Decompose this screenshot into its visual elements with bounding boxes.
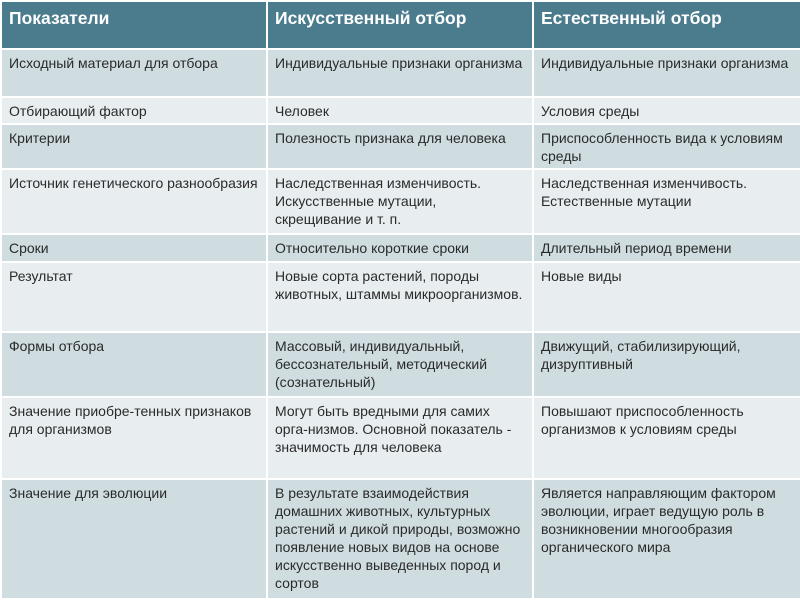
table-row: [1, 124, 800, 169]
natural-cell: Приспособленность вида к условиям среды: [533, 124, 800, 169]
row-label-cell: Значение приобре-тенных признаков для организмов: [1, 397, 267, 479]
row-label-cell: Критерии: [1, 124, 267, 169]
natural-cell: Движущий, стабилизирующий, дизруптивный: [533, 332, 800, 397]
row-label-cell: Результат: [1, 262, 267, 332]
artificial-cell: В результате взаимодействия домашних животных, культурных растений и дикой природы, возможно появление новых видов на основе искусственно выведенных пород и сортов: [267, 479, 533, 599]
row-label-cell: Источник генетического разнообразия: [1, 169, 267, 234]
natural-cell: Повышают приспособленность организмов к условиям среды: [533, 397, 800, 479]
artificial-cell: Человек: [267, 97, 533, 124]
table-row: [1, 97, 800, 124]
artificial-cell: Наследственная изменчивость. Искусственные мутации, скрещивание и т. п.: [267, 169, 533, 234]
artificial-cell: Новые сорта растений, породы животных, штаммы микроорганизмов.: [267, 262, 533, 332]
table-row: [1, 49, 800, 97]
row-label-cell: Отбирающий фактор: [1, 97, 267, 124]
artificial-cell: Могут быть вредными для самих орга-низмов. Основной показатель - значимость для человека: [267, 397, 533, 479]
table-row: [1, 234, 800, 262]
artificial-cell: Полезность признака для человека: [267, 124, 533, 169]
natural-cell: Является направляющим фактором эволюции, играет ведущую роль в возникновении многообразия органического мира: [533, 479, 800, 599]
row-label-cell: Значение для эволюции: [1, 479, 267, 599]
header-row: [1, 1, 800, 49]
table-row: [1, 397, 800, 479]
natural-cell: Наследственная изменчивость. Естественные мутации: [533, 169, 800, 234]
natural-cell: Индивидуальные признаки организма: [533, 49, 800, 97]
row-label-cell: Сроки: [1, 234, 267, 262]
artificial-cell: Относительно короткие сроки: [267, 234, 533, 262]
table-row: [1, 479, 800, 599]
artificial-cell: Индивидуальные признаки организма: [267, 49, 533, 97]
table-row: [1, 169, 800, 234]
artificial-cell: Массовый, индивидуальный, бессознательный, методический (сознательный): [267, 332, 533, 397]
natural-cell: Длительный период времени: [533, 234, 800, 262]
header-cell-artificial-selection: Искусственный отбор: [267, 1, 533, 49]
row-label-cell: Исходный материал для отбора: [1, 49, 267, 97]
natural-cell: Условия среды: [533, 97, 800, 124]
table-row: [1, 262, 800, 332]
natural-cell: Новые виды: [533, 262, 800, 332]
table-row: [1, 332, 800, 397]
header-cell-indicators: Показатели: [1, 1, 267, 49]
row-label-cell: Формы отбора: [1, 332, 267, 397]
header-cell-natural-selection: Естественный отбор: [533, 1, 800, 49]
